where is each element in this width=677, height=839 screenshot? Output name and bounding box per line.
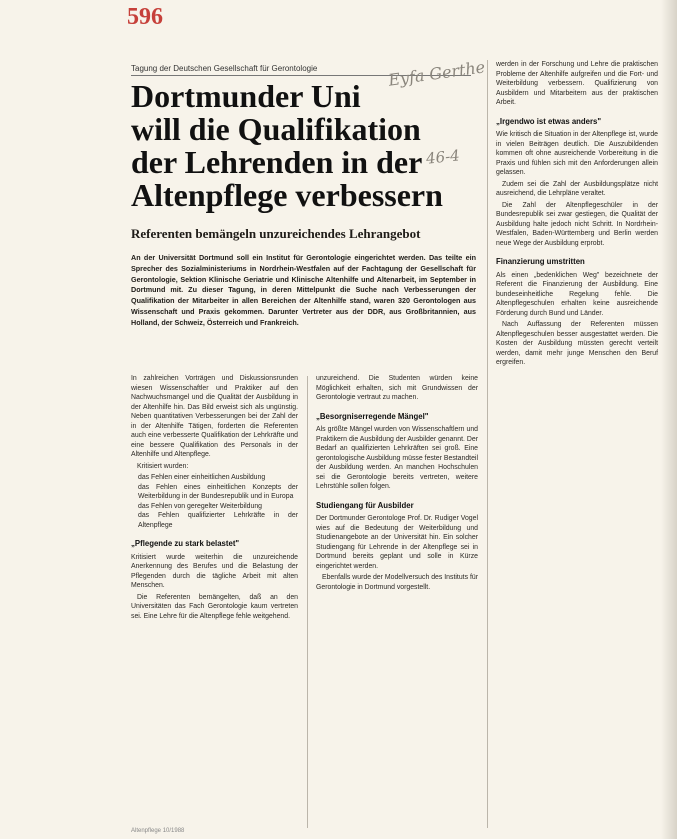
article-column-3 <box>496 60 658 830</box>
paragraph: Die Referenten bemängelten, daß an den Universitäten das Fach Gerontologie kaum vertreten sei. Eine Lehre für die Altenpflege fehle weitgehend. <box>131 593 298 620</box>
column-divider <box>307 376 308 828</box>
page-number: 596 <box>127 4 163 30</box>
section-heading: Finanzierung umstritten <box>496 257 585 266</box>
paragraph: Kritisiert wurden: <box>137 462 189 470</box>
headline-line: Altenpflege verbessern <box>131 177 443 213</box>
article-column-2 <box>316 374 478 832</box>
list-item: • das Fehlen eines einheitlichen Konzepts der Weiterbildung in der Bundesrepublik und in Europa <box>138 483 298 502</box>
headline-line: will die Qualifikation <box>131 111 421 147</box>
paragraph: Als größte Mängel wurden von Wissenschaftlern und Praktikern die Ausbildung der Ausbilder genannt. Der Bedarf an qualifizierten Lehrkräften sei groß. Eine gerontologische Ausbildung müsse fester Bestandteil der Ausbildung werden. An manchen Hochschulen sei die Gerontologie bereits vertreten, weitere Lehrstühle sollen folgen. <box>316 426 478 490</box>
headline-line: der Lehrenden in der <box>131 144 423 180</box>
page-edge-shadow <box>661 0 677 839</box>
paragraph: Der Dortmunder Gerontologe Prof. Dr. Rudiger Vogel wies auf die Bedeutung der Weiterbildung und Studienangebote an der Universität hin. Ein solcher Studiengang für Lehrende in der Altenpflege sei in Dortmund bereits geplant und solle in Kürze eingerichtet werden. <box>316 515 478 570</box>
paragraph: Kritisiert wurde weiterhin die unzureichende Anerkennung des Berufes und die Belastung der Pflegenden durch die tägliche Arbeit mit alten Menschen. <box>131 553 298 589</box>
paragraph: Nach Auffassung der Referenten müssen Altenpflegeschulen besser ausgestattet werden. Die Kosten der Ausbildung müssten gerecht verteilt werden, damit mehr junge Menschen den Beruf ergreifen. <box>496 321 658 366</box>
article-column-1 <box>131 374 298 832</box>
page-footer: Altenpflege 10/1988 <box>131 828 185 834</box>
column-divider <box>487 60 488 828</box>
paragraph: Die Zahl der Altenpflegeschüler in der Bundesrepublik sei zwar gestiegen, die Qualität der Ausbildung halte jedoch nicht Schritt. In Nordrhein-Westfalen, Baden-Württemberg und Berlin werden neue Wege der Ausbildung erprobt. <box>496 201 658 247</box>
paragraph: In zahlreichen Vorträgen und Diskussionsrunden wiesen Wissenschaftler und Praktiker auf den Nachwuchsmangel und die Qualität der Ausbildung in der Altenhilfe hin. Das Bild erweist sich als ungünstig. Neben quantitativen Verbesserungen bei der Zahl der in der Altenhilfe Tätigen, forderten die Referenten auch eine verbesserte Qualifikation der Lehrkräfte und eine bessere Qualifikation des Personals in der Altenhilfe und Altenpflege. <box>131 375 298 458</box>
paragraph: unzureichend. Die Studenten würden keine Möglichkeit erhalten, sich mit Grundwissen der Gerontologie vertraut zu machen. <box>316 375 478 401</box>
paragraph: werden in der Forschung und Lehre die praktischen Probleme der Altenhilfe aufgreifen und die Fort- und Weiterbildung verbessern. Qualifizierung von Ausbildern und Mitarbeitern aus der praktischen Arbeit. <box>496 61 658 106</box>
article-subheadline: Referenten bemängeln unzureichendes Lehrangebot <box>131 226 421 241</box>
section-heading: „Pflegende zu stark belastet" <box>131 539 240 548</box>
list-item: • das Fehlen qualifizierter Lehrkräfte in der Altenpflege <box>138 511 298 530</box>
criticism-list <box>131 473 298 530</box>
paragraph: Ebenfalls wurde der Modellversuch des Instituts für Gerontologie in Dortmund vorgestellt. <box>316 574 478 591</box>
section-heading: „Irgendwo ist etwas anders" <box>496 116 602 126</box>
article-kicker: Tagung der Deutschen Gesellschaft für Gerontologie <box>131 64 471 76</box>
list-item: • das Fehlen einer einheitlichen Ausbildung <box>138 473 298 483</box>
section-heading: „Besorgniserregende Mängel" <box>316 411 429 421</box>
paragraph: Als einen „bedenklichen Weg" bezeichnete der Referent die Finanzierung der Ausbildung. Eine bundeseinheitliche Regelung fehle. Die Altenpflegeschulen erhalten keine ausreichende Förderung durch Bund und Länder. <box>496 271 658 317</box>
handwritten-note: 46-4 <box>425 146 461 168</box>
article-lead: An der Universität Dortmund soll ein Institut für Gerontologie eingerichtet werden. Das teilte ein Sprecher des Sozialministeriums in Nordrhein-Westfalen auf der Fachtagung der Gesellschaft für Gerontologie, Sektion Klinische Geriatrie und Klinische Altenhilfe und Altenarbeit, im September in Dortmund mit. Zu dieser Tagung, in deren Mittelpunkt die Suche nach Verbesserungen der Qualifikation der Mitarbeiter in allen Bereichen der Altenhilfe stand, waren 320 Gerontologen aus Wissenschaft und Praxis gekommen. Darunter Vertreter aus der DDR, aus Großbritannien, aus Holland, der Schweiz, Österreich und Frankreich. <box>131 253 476 327</box>
section-heading: Studiengang für Ausbilder <box>316 500 414 510</box>
article-headline <box>131 80 476 212</box>
list-item: • das Fehlen von geregelter Weiterbildung <box>138 502 298 512</box>
handwritten-note: Eyfa Gerthe <box>387 57 487 90</box>
paragraph: Wie kritisch die Situation in der Altenpflege ist, wurde in vielen Beiträgen deutlich. Die Auszubildenden kommen oft ohne ausreichende Vorbereitung in die Praxis und fühlen sich mit den Anforderungen allein gelassen. <box>496 131 658 176</box>
headline-line: Dortmunder Uni <box>131 78 361 114</box>
paragraph: Zudem sei die Zahl der Ausbildungsplätze nicht ausreichend, die Lehrpläne veraltet. <box>496 180 658 197</box>
